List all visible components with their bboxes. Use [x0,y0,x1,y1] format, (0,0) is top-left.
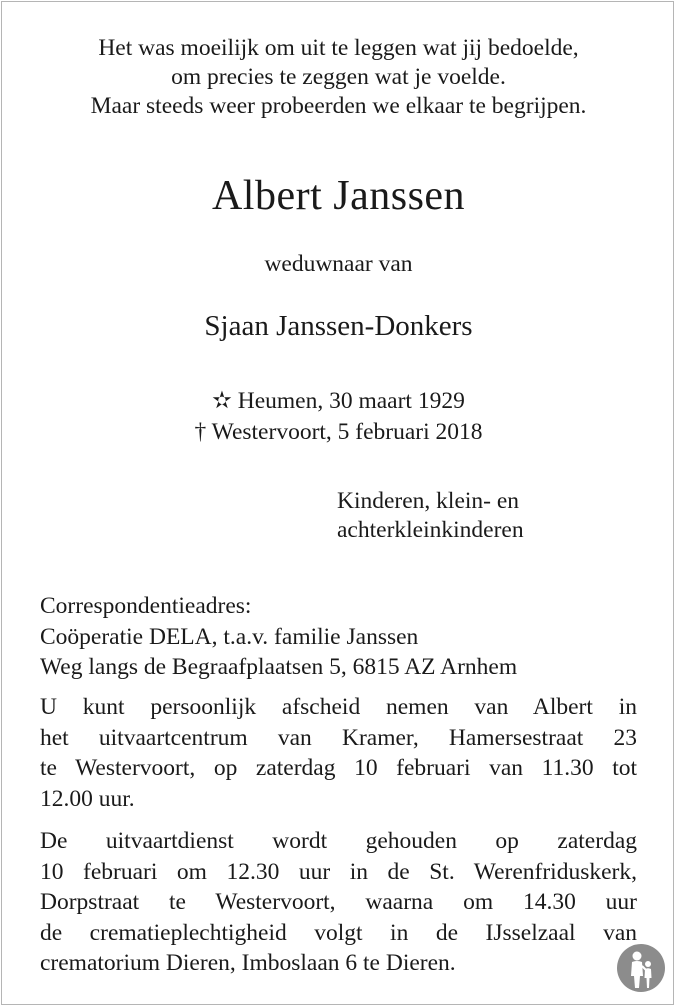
farewell-line: 12.00 uur. [40,785,135,812]
address-line: Correspondentieadres: [40,593,252,619]
star-icon: ✫ [212,388,232,414]
correspondence-address [40,591,637,683]
farewell-line: te Westervoort, op zaterdag 10 februari van 11.30 tot [40,755,637,781]
spouse-name: Sjaan Janssen-Donkers [204,310,473,342]
death-text: Westervoort, 5 februari 2018 [211,419,483,445]
farewell-line: het uitvaartcentrum van Kramer, Hamersestraat 23 [40,724,637,751]
poem-line: om precies te zeggen wat je voelde. [171,64,506,90]
poem-line: Het was moeilijk om uit te leggen wat jij bedoelde, [98,35,579,61]
birth-line [0,386,677,417]
farewell-paragraph [40,692,637,814]
life-dates [0,386,677,448]
address-line: Weg langs de Begraafplaatsen 5, 6815 AZ Arnhem [40,654,518,680]
family-line: Kinderen, klein- en [337,488,520,514]
figure-icon [617,944,665,992]
poem-line: Maar steeds weer probeerden we elkaar te begrijpen. [90,93,587,119]
deceased-name: Albert Janssen [211,173,466,219]
farewell-line: U kunt persoonlijk afscheid nemen van Albert in [40,694,637,720]
service-line: crematorium Dieren, Imboslaan 6 te Dieren. [40,950,456,976]
service-line: Dorpstraat te Westervoort, waarna om 14.30 uur [40,889,637,915]
relation-text: weduwnaar van [264,251,413,277]
service-line: 10 februari om 12.30 uur in de St. Werenfriduskerk, [40,858,637,885]
memorial-logo-icon [617,944,665,992]
service-line: de crematieplechtigheid volgt in de IJsselzaal van [40,919,637,946]
cross-icon: † [194,419,207,445]
service-line: De uitvaartdienst wordt gehouden op zaterdag [40,828,637,854]
poem [0,34,677,121]
family-signature [337,487,524,545]
birth-text: Heumen, 30 maart 1929 [237,388,465,414]
family-line: achterkleinkinderen [337,517,524,543]
service-paragraph [40,826,637,979]
death-line [0,417,677,448]
address-line: Coöperatie DELA, t.a.v. familie Janssen [40,623,419,650]
